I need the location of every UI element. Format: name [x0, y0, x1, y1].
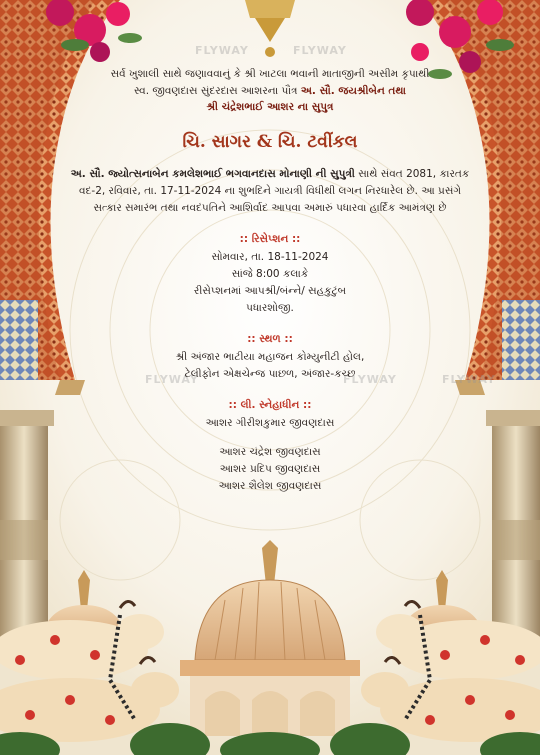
- reception-time: સાંજે 8:00 કલાકે: [231, 267, 309, 280]
- intro-line-2-text: સ્વ. જીવણદાસ સુંદરદાસ આશરના પૌત્ર: [133, 84, 301, 97]
- watermark-text: FLYWAY: [343, 373, 397, 386]
- watermark-text: FLYWAY: [145, 373, 199, 386]
- invitation-text: [70, 66, 470, 495]
- watermark-text: FLYWAY: [195, 44, 249, 57]
- reception-title: :: રિસેપ્શન ::: [239, 232, 301, 245]
- watermark-text: FLYWAY: [442, 373, 496, 386]
- paragraph-text: સાથે સંવત 2081, કારતક વદ-2, રવિવાર, તા. 17-11-2024 ના શુભદિને ગાયત્રી વિધીથી લગન નિરધારેલ છે. આ પ્રસંગે સત્કાર સમારંભ તથા નવદંપતિને આશિર્વાદ આપવા અમારું પધારવા હાર્દિક આમંત્રણ છે: [79, 167, 470, 214]
- intro-line-2-bold: અ. સૌ. જયશ્રીબેન તથા: [300, 84, 407, 97]
- couple-names: ચિ. સાગર & ચિ. ટવીંકલ: [182, 131, 358, 152]
- intro-line-3-bold: શ્રી ચંદ્રેશભાઈ આશર ના સુપુત્ર: [206, 101, 334, 113]
- intro-line-2: [70, 83, 470, 100]
- intro-line-3: [70, 99, 470, 116]
- reception-date: સોમવાર, તા. 18-11-2024: [211, 250, 329, 263]
- invitation-paragraph: [70, 166, 470, 217]
- watermark-text: FLYWAY: [293, 44, 347, 57]
- intro-line-1: સર્વ ખુશાલી સાથે જણાવવાનું કે શ્રી ખાટલા ભવાની માતાજીની અસીમ કૃપાથી: [110, 68, 430, 80]
- sender-name: આશર ગીરીશકુમાર જીવણદાસ: [205, 416, 335, 429]
- sender-title: :: લી. સ્નેહાધીન ::: [228, 398, 312, 411]
- paragraph-bold: અ. સૌ. જ્યોત્સનાબેન કમલેશભાઈ ભગવાનદાસ મોનાણી ની સુપુત્રી: [70, 167, 355, 180]
- venue-line-1: શ્રી અંજાર ભાટીયા મહાજન કોમ્યુનીટી હોલ,: [175, 350, 365, 363]
- venue-title: :: સ્થળ ::: [247, 332, 293, 345]
- venue-line-2: ટેલીફોન એક્ષચેન્જ પાછળ, અંજાર-કચ્છ: [184, 367, 356, 380]
- sender-name: આશર શૈલેશ જીવણદાસ: [218, 479, 322, 492]
- sender-name: આશર પ્રદિપ જીવણદાસ: [219, 462, 321, 475]
- sender-name: આશર ચંદ્રેશ જીવણદાસ: [219, 445, 321, 458]
- reception-line-3: રીસેપ્શનમાં આપશ્રી/બંન્ને/ સહકુટુંબ: [193, 284, 347, 297]
- reception-line-4: પધારશોજી.: [246, 301, 294, 314]
